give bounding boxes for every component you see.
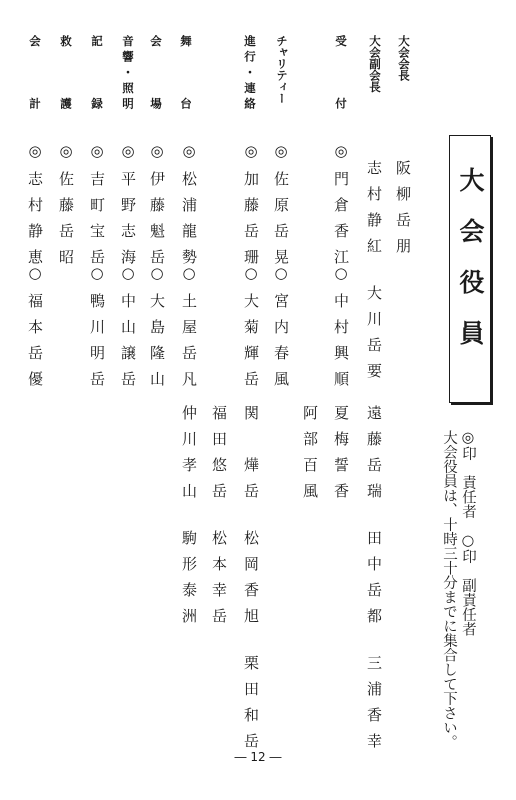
name-accounting-1: ◎志村静恵 (26, 142, 44, 275)
name-progress-4: 松岡香旭 (242, 530, 260, 634)
role-venue: 会場 (149, 35, 163, 109)
name-progress-3: 関 燁岳 (242, 405, 260, 509)
name-charity-1: ◎佐原岳晃 (272, 142, 290, 275)
name-sound-lighting-2: ○中山譲岳 (119, 264, 137, 397)
name-records-2: ○鴨川明岳 (88, 264, 106, 397)
name-venue-2: ○大島隆山 (148, 264, 166, 397)
name-progress-5: 栗田和岳 (242, 655, 260, 759)
role-progress: 進行・連絡 (243, 35, 257, 109)
name-progress-7: 松本幸岳 (210, 530, 228, 634)
name-reception-1: ◎門倉香江 (332, 142, 350, 275)
name-accounting-2: ○福本岳優 (26, 264, 44, 397)
role-sound-lighting: 音響・照明 (121, 35, 135, 109)
role-records: 記録 (90, 35, 104, 109)
name-vice-chairman-4: 田中岳都 (365, 530, 383, 634)
role-first-aid: 救護 (59, 35, 73, 109)
name-chairman-1: 阪柳岳朋 (394, 160, 412, 264)
name-vice-chairman-1: 志村静紅 (365, 160, 383, 264)
role-chairman: 大会会長 (397, 35, 411, 81)
name-first-aid-1: ◎佐藤岳昭 (57, 142, 75, 275)
role-vice-chairman: 大会副会長 (368, 35, 382, 93)
name-progress-2: ○大菊輝岳 (242, 264, 260, 397)
page-number: ― 12 ― (234, 750, 282, 764)
name-vice-chairman-3: 遠藤岳瑞 (365, 405, 383, 509)
name-progress-1: ◎加藤岳珊 (242, 142, 260, 275)
role-charity: チャリティー (275, 35, 289, 104)
name-vice-chairman-6: 夏梅誓香 (332, 405, 350, 509)
assembly-instruction: 大会役員は、十時三十分までに集合して下さい。 (441, 430, 457, 749)
name-charity-2: ○宮内春風 (272, 264, 290, 397)
role-accounting: 会計 (28, 35, 42, 109)
name-records-1: ◎吉町宝岳 (88, 142, 106, 275)
name-vice-chairman-2: 大川岳要 (365, 285, 383, 389)
name-stage-4: 駒形泰洲 (180, 530, 198, 634)
name-stage-3: 仲川孝山 (180, 405, 198, 509)
name-vice-chairman-5: 三浦香幸 (365, 655, 383, 759)
name-reception-2: ○中村興順 (332, 264, 350, 397)
title-box (449, 135, 491, 403)
name-stage-1: ◎松浦龍勢 (180, 142, 198, 275)
page-title: 大会役員 (456, 167, 485, 371)
name-reception-3: 阿部百風 (301, 405, 319, 509)
name-progress-6: 福田悠岳 (210, 405, 228, 509)
role-reception: 受付 (334, 35, 348, 109)
name-sound-lighting-1: ◎平野志海 (119, 142, 137, 275)
name-stage-2: ○土屋岳凡 (180, 264, 198, 397)
legend-note: ◎印 責任者 ○印 副責任者 (460, 430, 476, 636)
role-stage: 舞台 (179, 35, 193, 109)
name-venue-1: ◎伊藤魁岳 (148, 142, 166, 275)
